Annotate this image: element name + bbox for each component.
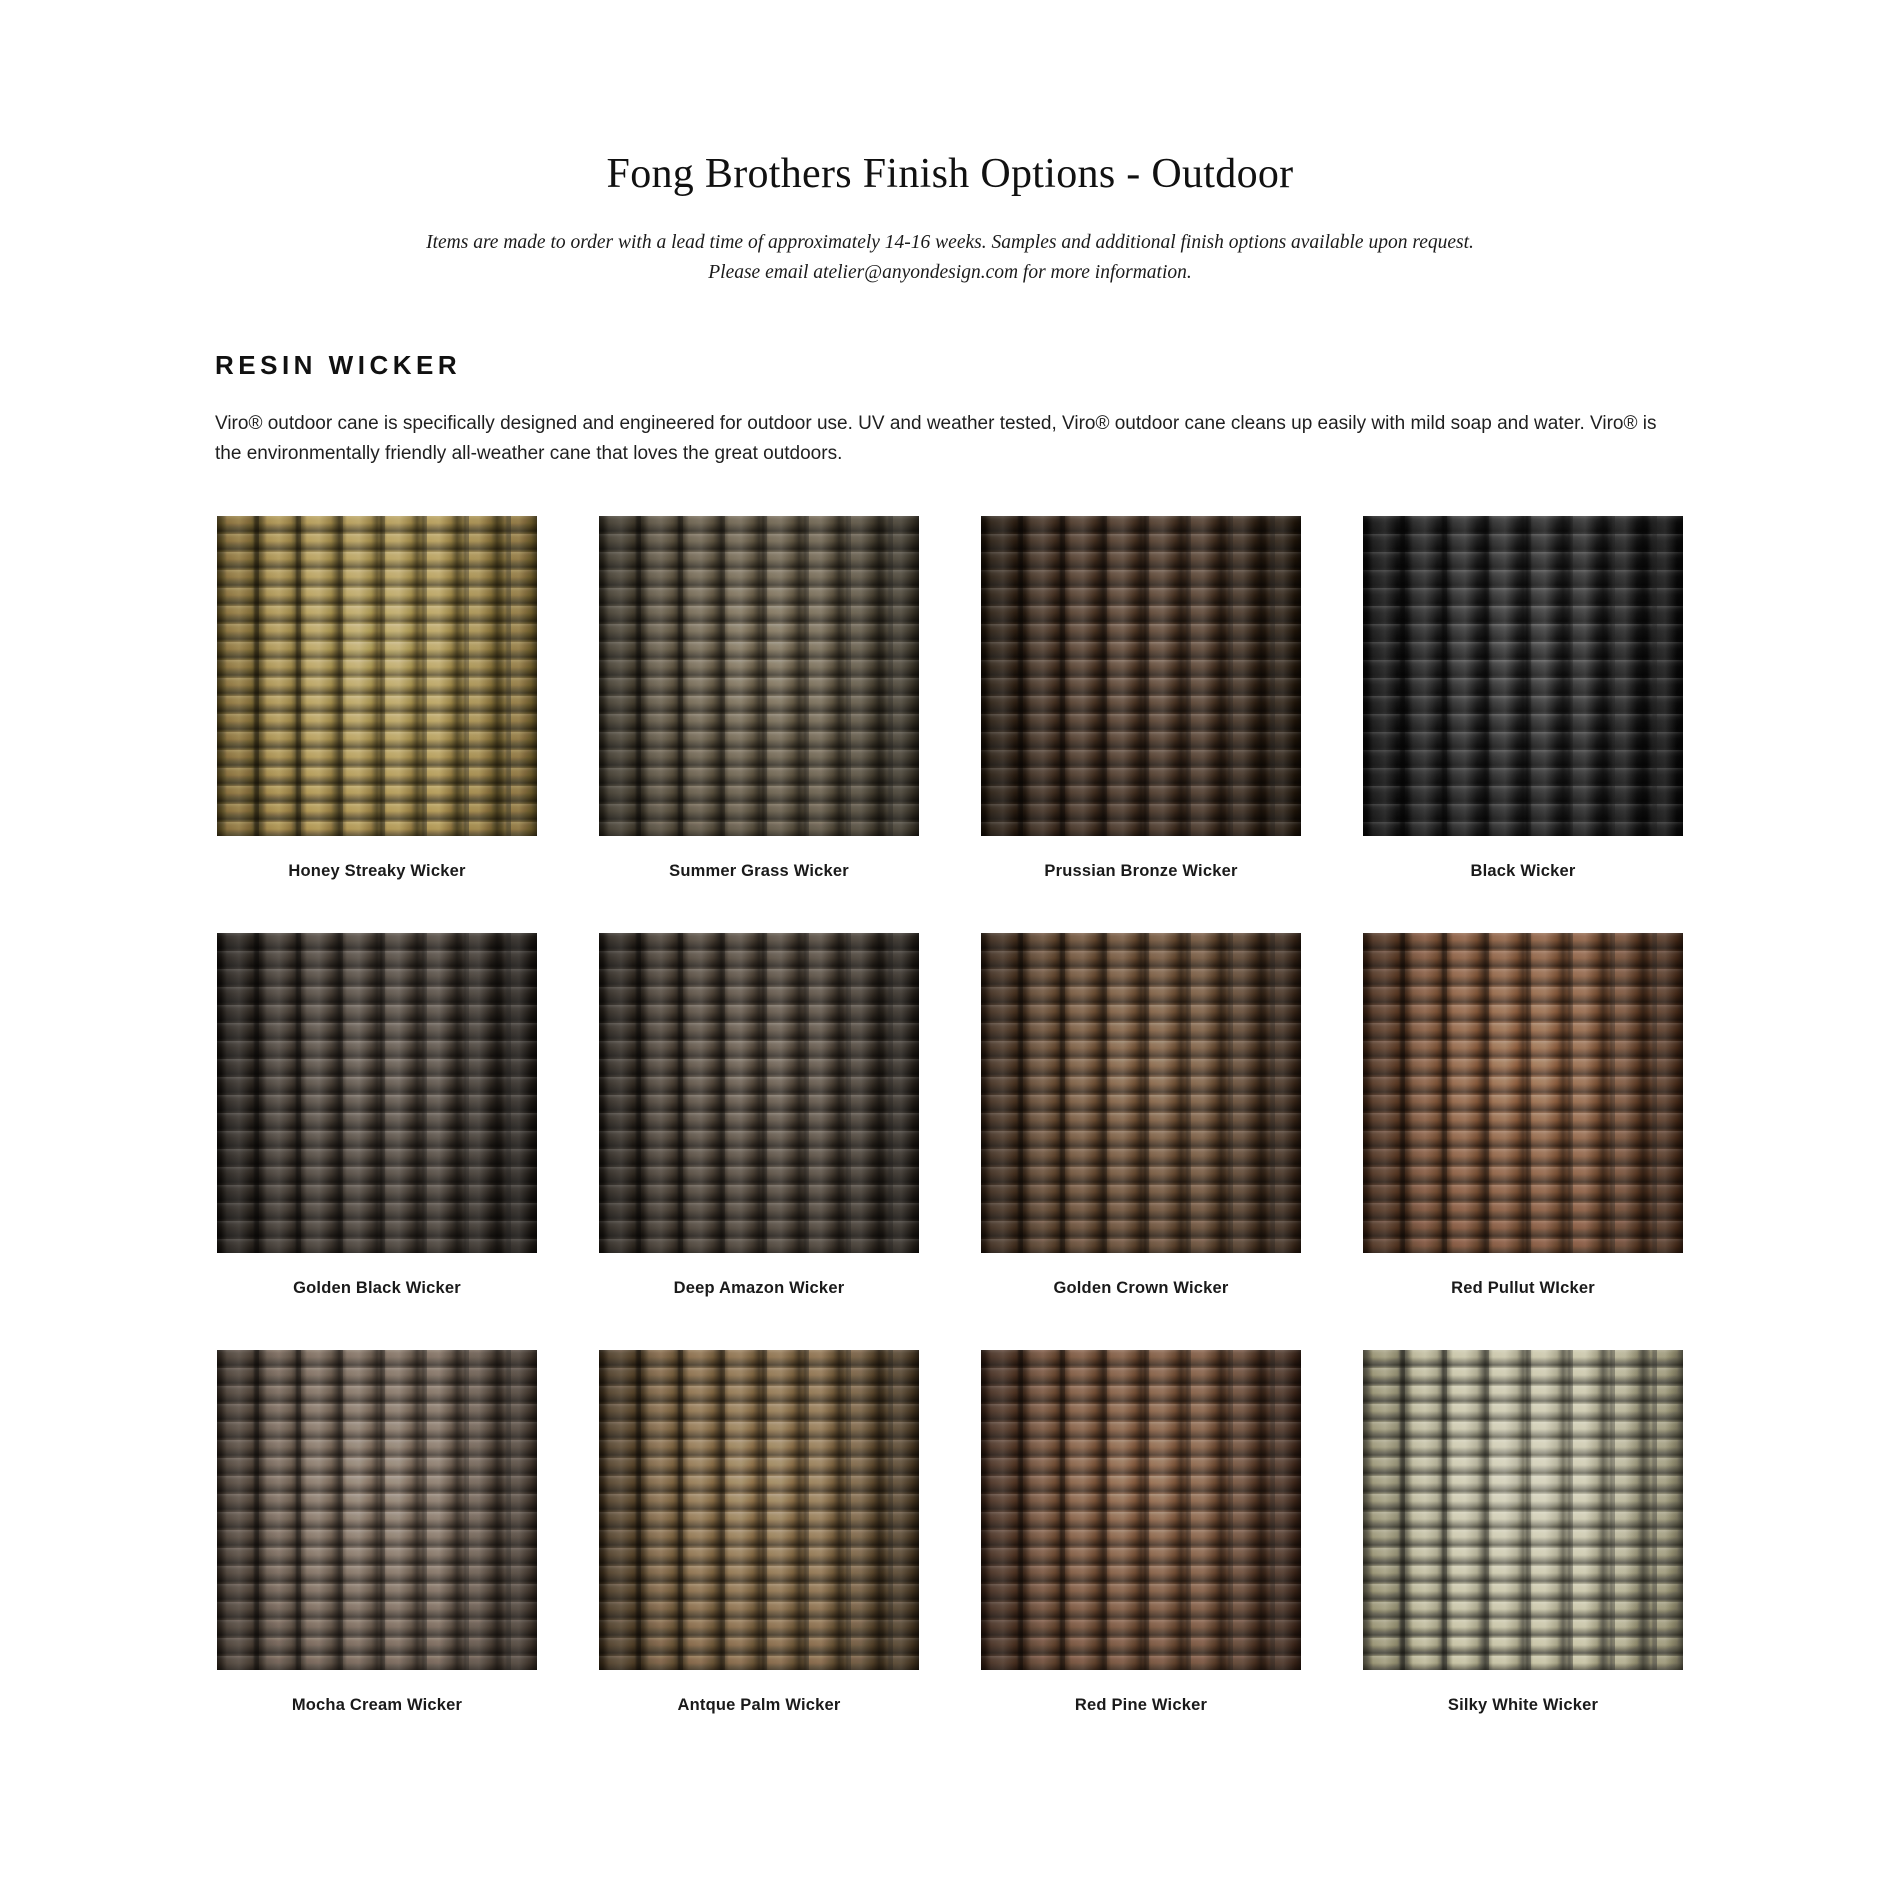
swatch-image	[217, 933, 537, 1253]
swatch-image	[1363, 1350, 1683, 1670]
swatch-label: Prussian Bronze Wicker	[1044, 862, 1238, 881]
swatch-item	[979, 1350, 1303, 1715]
weave-sheen	[981, 1350, 1301, 1670]
swatch-item	[979, 516, 1303, 881]
swatch-item	[215, 516, 539, 881]
swatch-label: Red Pullut WIcker	[1451, 1279, 1595, 1298]
weave-sheen	[981, 516, 1301, 836]
swatch-label: Antque Palm Wicker	[677, 1696, 841, 1715]
swatch-image	[217, 516, 537, 836]
swatch-item	[215, 933, 539, 1298]
swatch-item	[1361, 516, 1685, 881]
swatch-label: Black Wicker	[1470, 862, 1576, 881]
swatch-image	[981, 1350, 1301, 1670]
swatch-item	[1361, 1350, 1685, 1715]
swatch-item	[597, 516, 921, 881]
swatch-label: Mocha Cream Wicker	[291, 1696, 463, 1715]
weave-sheen	[217, 933, 537, 1253]
swatch-item	[979, 933, 1303, 1298]
swatch-item	[1361, 933, 1685, 1298]
weave-sheen	[217, 1350, 537, 1670]
swatch-item	[215, 1350, 539, 1715]
subtitle-line-1: Items are made to order with a lead time of approximately 14-16 weeks. Samples and additional finish options available upon request.	[426, 232, 1474, 253]
section-description: Viro® outdoor cane is specifically designed and engineered for outdoor use. UV and weather tested, Viro® outdoor cane cleans up easily with mild soap and water. Viro® is the environmentally friendly all-weather cane that loves the great outdoors.	[215, 413, 1657, 464]
swatch-image	[599, 1350, 919, 1670]
swatch-label: Red Pine Wicker	[1074, 1696, 1208, 1715]
swatch-image	[1363, 516, 1683, 836]
swatch-label: Golden Black Wicker	[293, 1279, 461, 1298]
swatch-label: Deep Amazon Wicker	[673, 1279, 845, 1298]
weave-sheen	[599, 1350, 919, 1670]
weave-sheen	[217, 516, 537, 836]
swatch-image	[1363, 933, 1683, 1253]
swatch-label: Honey Streaky Wicker	[288, 862, 466, 881]
weave-sheen	[1363, 516, 1683, 836]
section-heading: RESIN WICKER	[215, 350, 462, 381]
swatch-item	[597, 933, 921, 1298]
weave-sheen	[1363, 1350, 1683, 1670]
page-subtitle	[390, 228, 1510, 288]
swatch-label: Summer Grass Wicker	[669, 862, 849, 881]
swatch-image	[599, 933, 919, 1253]
swatch-grid	[215, 516, 1685, 1715]
swatch-image	[981, 933, 1301, 1253]
swatch-label: Silky White Wicker	[1447, 1696, 1599, 1715]
swatch-label: Golden Crown Wicker	[1053, 1279, 1229, 1298]
weave-sheen	[599, 516, 919, 836]
page-title: Fong Brothers Finish Options - Outdoor	[606, 151, 1294, 197]
weave-sheen	[599, 933, 919, 1253]
weave-sheen	[1363, 933, 1683, 1253]
swatch-image	[599, 516, 919, 836]
swatch-image	[981, 516, 1301, 836]
weave-sheen	[981, 933, 1301, 1253]
swatch-image	[217, 1350, 537, 1670]
subtitle-line-2: Please email atelier@anyondesign.com for more information.	[708, 262, 1192, 284]
swatch-item	[597, 1350, 921, 1715]
